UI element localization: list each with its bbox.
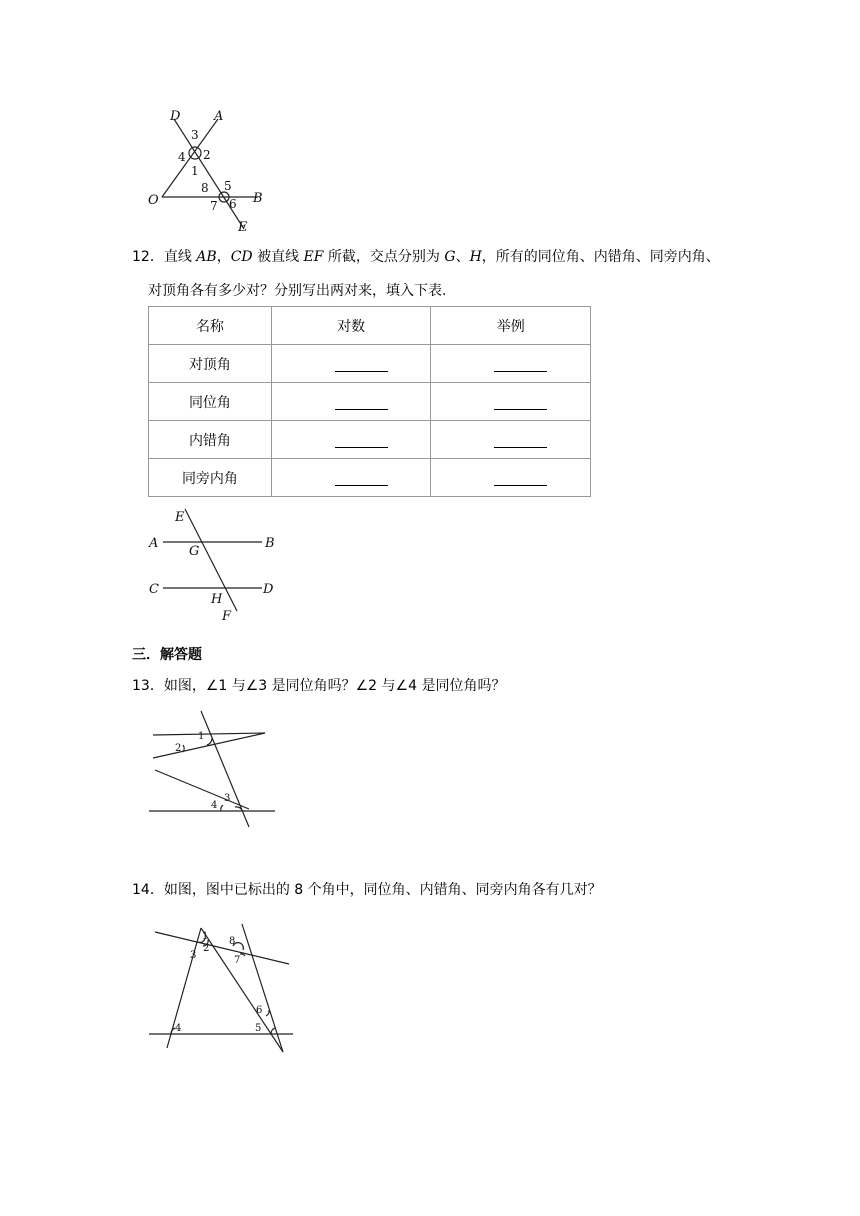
table-cell-example [431,345,591,383]
table-cell-name: 同旁内角 [149,459,272,497]
blank-field[interactable] [335,357,388,372]
table-cell-name: 同位角 [149,383,272,421]
angle-6: 6 [256,1005,263,1016]
angle-1: 1 [202,931,209,942]
question-12-line1: 12．直线 AB，CD 被直线 EF 所截，交点分别为 G、H，所有的同位角、内错角、同旁内角、 [132,249,720,265]
label-A: A [149,536,159,551]
label-B: B [253,191,263,206]
question-14-text: 14．如图，图中已标出的 8 个角中，同位角、内错角、同旁内角各有几对？ [132,882,602,898]
angle-4: 4 [175,1023,182,1034]
angle-3: 3 [224,793,231,804]
label-H: H [211,592,223,607]
table-cell-count [271,383,431,421]
table-row [149,421,591,459]
angle-8: 8 [201,181,209,195]
label-A: A [214,109,224,124]
blank-field[interactable] [494,433,547,448]
label-G: G [189,544,200,559]
table-header-count: 对数 [271,307,431,345]
label-O: O [148,193,159,208]
table-cell-name: 内错角 [149,421,272,459]
table-row [149,383,591,421]
angles-table [148,306,591,497]
table-cell-example [431,383,591,421]
angle-3: 3 [191,128,199,142]
blank-field[interactable] [494,357,547,372]
label-E: E [238,220,248,235]
blank-field[interactable] [335,395,388,410]
q12-number: 12． [132,249,164,265]
question-12-line2: 对顶角各有多少对？分别写出两对来，填入下表. [148,283,447,299]
angle-1: 1 [198,731,205,742]
angle-5: 5 [224,179,232,193]
question-13-text: 13．如图，∠1 与∠3 是同位角吗？∠2 与∠4 是同位角吗？ [132,678,506,694]
figure-intersecting-lines [140,105,280,235]
table-row [149,345,591,383]
blank-field[interactable] [494,395,547,410]
blank-field[interactable] [335,433,388,448]
label-E: E [175,510,185,525]
table-cell-example [431,459,591,497]
blank-field[interactable] [494,471,547,486]
angle-2: 2 [175,743,182,754]
angle-4: 4 [211,800,218,811]
angle-7: 7 [234,955,241,966]
table-header-row [149,307,591,345]
label-D: D [170,109,181,124]
blank-field[interactable] [335,471,388,486]
angle-7: 7 [210,199,218,213]
angle-1: 1 [191,164,199,178]
angle-4: 4 [178,150,186,164]
table-cell-name: 对顶角 [149,345,272,383]
angle-8: 8 [229,936,236,947]
table-cell-count [271,345,431,383]
angle-2: 2 [203,148,211,162]
table-header-name: 名称 [149,307,272,345]
section-title: 三．解答题 [132,647,202,663]
table-cell-example [431,421,591,459]
label-C: C [149,582,159,597]
figure-q13 [145,705,285,830]
angle-3: 3 [190,950,197,961]
figure-parallel-lines-transversal [145,505,285,625]
table-cell-count [271,421,431,459]
table-cell-count [271,459,431,497]
angle-5: 5 [255,1023,262,1034]
label-B: B [265,536,275,551]
figure-q14 [145,918,300,1058]
label-D: D [263,582,274,597]
angle-6: 6 [229,197,237,211]
label-F: F [222,609,232,624]
table-header-example: 举例 [431,307,591,345]
table-row [149,459,591,497]
angle-2: 2 [203,943,210,954]
